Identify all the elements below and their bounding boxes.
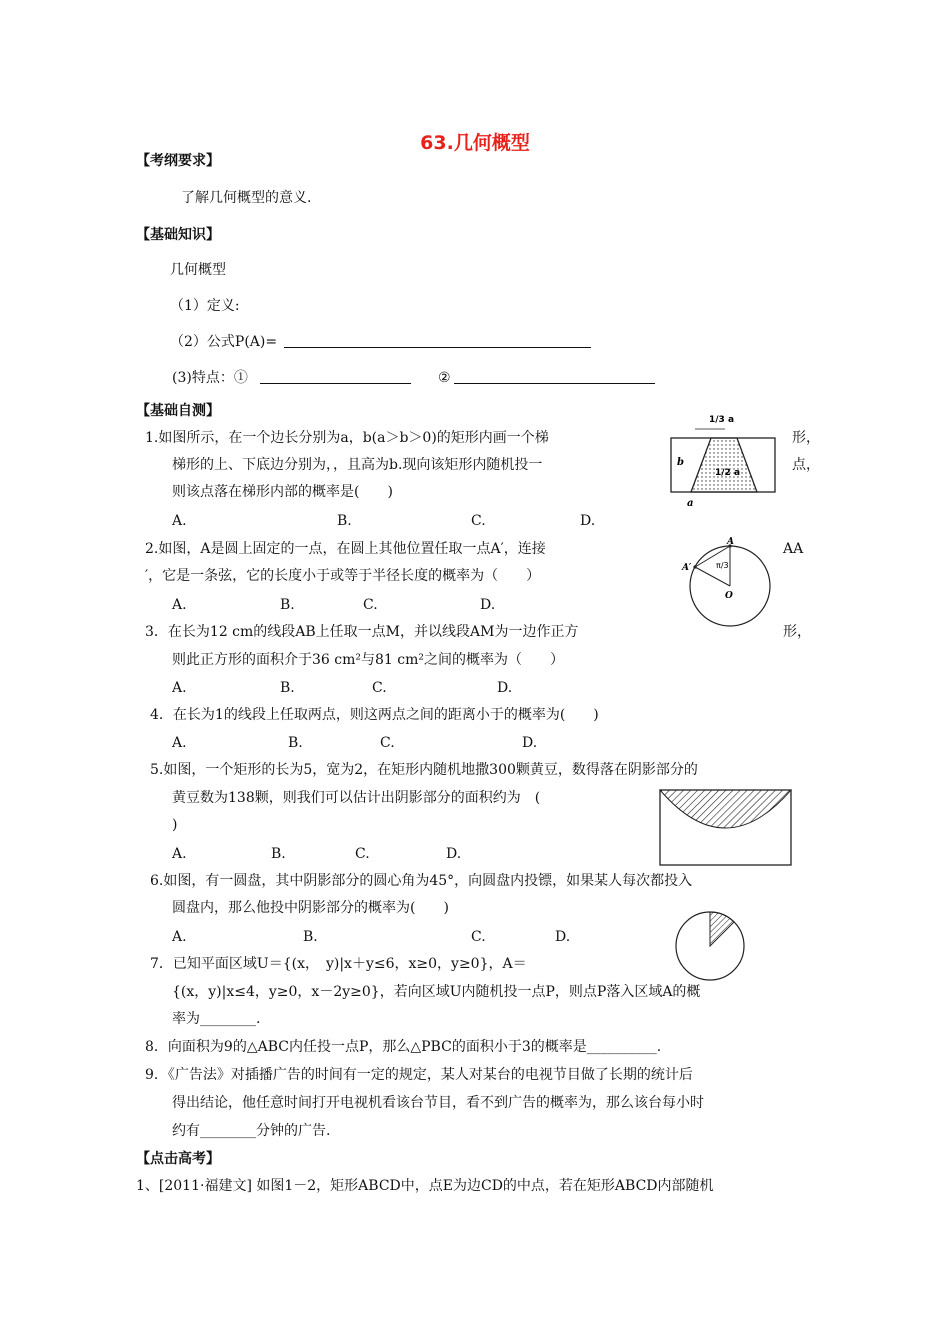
basics-definition: （1）定义: xyxy=(170,298,240,314)
q2-option-c: C. xyxy=(363,597,378,613)
feature-mark-2: ② xyxy=(438,370,451,386)
q5-option-a: A. xyxy=(172,846,187,862)
q1-option-b: B. xyxy=(337,513,352,529)
section-syllabus: 【考纲要求】 xyxy=(136,153,220,169)
page-title: 63.几何概型 xyxy=(420,132,530,154)
q4-option-b: B. xyxy=(288,735,303,751)
point-a-label: A xyxy=(727,537,734,547)
q4-option-d: D. xyxy=(522,735,538,751)
fig-top-label: 1/3 a xyxy=(709,415,735,425)
q1-option-d: D. xyxy=(580,513,596,529)
q7-line3: 率为________. xyxy=(172,1011,261,1027)
q6-option-d: D. xyxy=(555,929,571,945)
q7-line2: {(x，y)|x≤4，y≥0，x－2y≥0}，若向区域U内随机投一点P，则点P落入区域A的概 xyxy=(172,984,701,1000)
feature-blank-2 xyxy=(454,383,655,384)
section-basics: 【基础知识】 xyxy=(136,227,220,243)
q1-line3: 则该点落在梯形内部的概率是( ) xyxy=(172,484,393,500)
gaokao-q1-line1: 1、[2011·福建文] 如图1－2，矩形ABCD中，点E为边CD的中点，若在矩形ABCD内部随机 xyxy=(136,1178,714,1194)
q9-line3: 约有________分钟的广告. xyxy=(172,1123,331,1139)
q4-option-a: A. xyxy=(172,735,187,751)
q1-option-a: A. xyxy=(172,513,187,529)
q2-option-b: B. xyxy=(280,597,295,613)
q1-line1: 1.如图所示，在一个边长分别为a，b(a＞b＞0)的矩形内画一个梯 xyxy=(145,430,549,446)
q5-option-d: D. xyxy=(446,846,462,862)
q1-line2-end: 点， xyxy=(792,457,820,473)
q6-option-a: A. xyxy=(172,929,187,945)
formula-blank xyxy=(284,347,591,348)
point-a-prime-label: A′ xyxy=(682,563,692,573)
feature-blank-1 xyxy=(260,383,411,384)
q6-option-c: C. xyxy=(471,929,486,945)
q4-line1: 4．在长为1的线段上任取两点，则这两点之间的距离小于的概率为( ) xyxy=(150,707,599,723)
fig-mid-label: 1/2 a xyxy=(715,468,741,478)
q3-option-a: A. xyxy=(172,680,187,696)
q3-option-b: B. xyxy=(280,680,295,696)
q5-line3: ) xyxy=(172,817,178,833)
q6-option-b: B. xyxy=(303,929,318,945)
q2-line1: 2.如图，A是圆上固定的一点，在圆上其他位置任取一点A′，连接 xyxy=(145,541,546,557)
q3-option-d: D. xyxy=(497,680,513,696)
q5-line1: 5.如图，一个矩形的长为5，宽为2，在矩形内随机地撒300颗黄豆，数得落在阴影部分的 xyxy=(150,762,698,778)
q2-option-a: A. xyxy=(172,597,187,613)
q6-line2: 圆盘内，那么他投中阴影部分的概率为( ) xyxy=(172,900,449,916)
q4-option-c: C. xyxy=(380,735,395,751)
q5-option-b: B. xyxy=(271,846,286,862)
fig-bottom-label: a xyxy=(687,498,694,509)
section-selftest: 【基础自测】 xyxy=(136,403,220,419)
q1-option-c: C. xyxy=(471,513,486,529)
q2-line1-end: AA xyxy=(783,541,804,557)
q2-line2: ′，它是一条弦，它的长度小于或等于半径长度的概率为（ ） xyxy=(145,568,541,584)
q5-rectangle-figure xyxy=(657,788,795,868)
q2-circle-figure xyxy=(680,536,776,632)
q1-trapezoid-figure xyxy=(665,408,785,510)
angle-label: π/3 xyxy=(716,561,729,570)
basics-formula: （2）公式P(A)= xyxy=(170,334,278,350)
shaded-region xyxy=(660,790,791,828)
q5-option-c: C. xyxy=(355,846,370,862)
basics-features: (3)特点：① xyxy=(172,370,248,386)
q9-line2: 得出结论，他任意时间打开电视机看该台节目，看不到广告的概率为，那么该台每小时 xyxy=(172,1095,704,1111)
q2-option-d: D. xyxy=(480,597,496,613)
q3-line1-end: 形， xyxy=(783,624,811,640)
trapezoid-shape xyxy=(691,438,757,492)
fig-side-label: b xyxy=(677,457,684,468)
shaded-sector xyxy=(710,912,734,946)
q5-line2: 黄豆数为138颗，则我们可以估计出阴影部分的面积约为 ( xyxy=(172,790,541,806)
q6-line1: 6.如图，有一圆盘，其中阴影部分的圆心角为45°，向圆盘内投镖，如果某人每次都投入 xyxy=(150,873,693,889)
q8-line1: 8．向面积为9的△ABC内任投一点P，那么△PBC的面积小于3的概率是__________. xyxy=(145,1039,662,1055)
q1-line2: 梯形的上、下底边分别为，，且高为b.现向该矩形内随机投一 xyxy=(172,457,543,473)
q3-line1: 3．在长为12 cm的线段AB上任取一点M，并以线段AM为一边作正方 xyxy=(145,624,579,640)
basics-heading: 几何概型 xyxy=(170,262,226,278)
syllabus-text: 了解几何概型的意义. xyxy=(181,190,312,206)
q9-line1: 9．《广告法》对插播广告的时间有一定的规定，某人对某台的电视节目做了长期的统计后 xyxy=(145,1067,693,1083)
q1-line1-end: 形， xyxy=(792,430,820,446)
q3-line2: 则此正方形的面积介于36 cm²与81 cm²之间的概率为（ ） xyxy=(172,652,564,668)
section-gaokao: 【点击高考】 xyxy=(136,1151,220,1167)
q6-disc-figure xyxy=(672,908,748,984)
q3-option-c: C. xyxy=(372,680,387,696)
point-o-label: O xyxy=(725,591,733,601)
q7-line1: 7．已知平面区域U＝{(x， y)|x＋y≤6，x≥0，y≥0}，A＝ xyxy=(150,956,527,972)
